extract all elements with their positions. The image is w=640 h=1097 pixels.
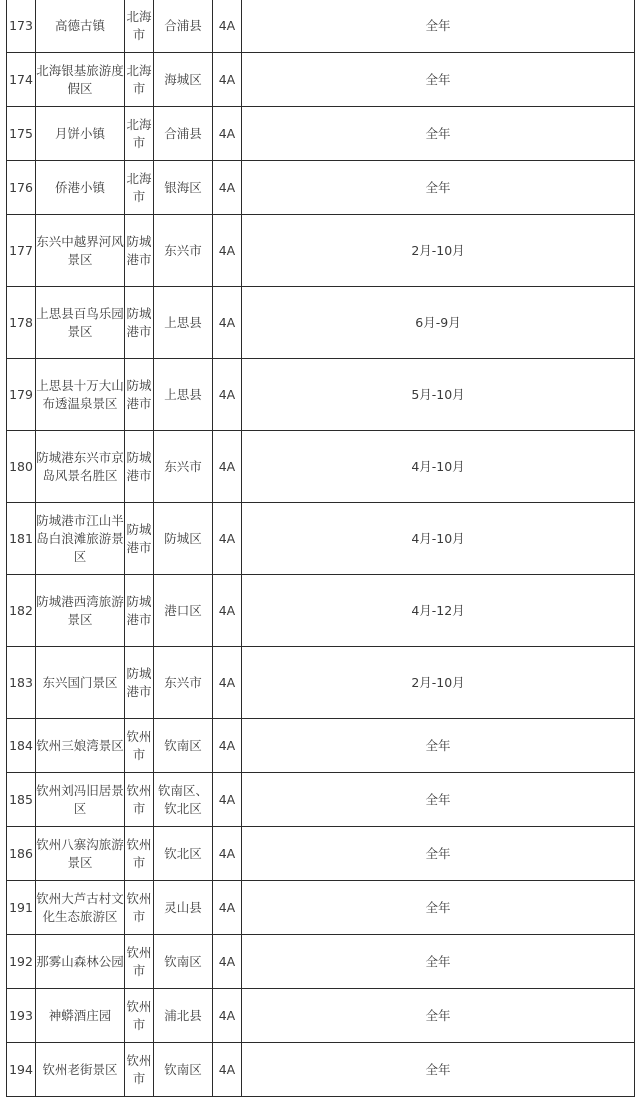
grade: 4A [213, 1043, 242, 1097]
table-row [7, 215, 635, 287]
open-season: 全年 [242, 161, 635, 215]
open-season: 全年 [242, 881, 635, 935]
scenic-name: 东兴中越界河风景区 [36, 215, 125, 287]
open-season: 全年 [242, 773, 635, 827]
scenic-name: 神蟒酒庄园 [36, 989, 125, 1043]
grade: 4A [213, 773, 242, 827]
county: 浦北县 [154, 989, 213, 1043]
open-season: 4月-12月 [242, 575, 635, 647]
open-season: 全年 [242, 935, 635, 989]
grade: 4A [213, 827, 242, 881]
grade: 4A [213, 161, 242, 215]
county: 上思县 [154, 359, 213, 431]
city: 防城港市 [125, 575, 154, 647]
table-row [7, 161, 635, 215]
city: 钦州市 [125, 719, 154, 773]
table-row [7, 1043, 635, 1097]
row-number: 191 [7, 881, 36, 935]
scenic-name: 防城港东兴市京岛风景名胜区 [36, 431, 125, 503]
county: 合浦县 [154, 0, 213, 53]
table-row [7, 0, 635, 53]
row-number: 179 [7, 359, 36, 431]
row-number: 193 [7, 989, 36, 1043]
table-row [7, 827, 635, 881]
city: 钦州市 [125, 989, 154, 1043]
grade: 4A [213, 881, 242, 935]
scenic-name: 那雾山森林公园 [36, 935, 125, 989]
table-row [7, 359, 635, 431]
table-row [7, 575, 635, 647]
table-row [7, 989, 635, 1043]
table-row [7, 53, 635, 107]
row-number: 194 [7, 1043, 36, 1097]
grade: 4A [213, 0, 242, 53]
county: 海城区 [154, 53, 213, 107]
open-season: 全年 [242, 53, 635, 107]
row-number: 181 [7, 503, 36, 575]
row-number: 173 [7, 0, 36, 53]
scenic-name: 钦州大芦古村文化生态旅游区 [36, 881, 125, 935]
scenic-name: 月饼小镇 [36, 107, 125, 161]
open-season: 全年 [242, 827, 635, 881]
city: 钦州市 [125, 827, 154, 881]
county: 东兴市 [154, 215, 213, 287]
county: 钦南区 [154, 935, 213, 989]
county: 防城区 [154, 503, 213, 575]
county: 银海区 [154, 161, 213, 215]
open-season: 全年 [242, 719, 635, 773]
row-number: 182 [7, 575, 36, 647]
table-row [7, 935, 635, 989]
scenic-name: 高德古镇 [36, 0, 125, 53]
county: 合浦县 [154, 107, 213, 161]
row-number: 185 [7, 773, 36, 827]
grade: 4A [213, 719, 242, 773]
county: 钦南区、钦北区 [154, 773, 213, 827]
row-number: 175 [7, 107, 36, 161]
table-row [7, 773, 635, 827]
row-number: 174 [7, 53, 36, 107]
city: 钦州市 [125, 1043, 154, 1097]
row-number: 183 [7, 647, 36, 719]
open-season: 5月-10月 [242, 359, 635, 431]
city: 防城港市 [125, 431, 154, 503]
open-season: 4月-10月 [242, 503, 635, 575]
scenic-name: 钦州八寨沟旅游景区 [36, 827, 125, 881]
open-season: 2月-10月 [242, 215, 635, 287]
row-number: 184 [7, 719, 36, 773]
table-row [7, 719, 635, 773]
table-row [7, 287, 635, 359]
row-number: 186 [7, 827, 36, 881]
city: 钦州市 [125, 773, 154, 827]
scenic-name: 侨港小镇 [36, 161, 125, 215]
county: 东兴市 [154, 431, 213, 503]
row-number: 178 [7, 287, 36, 359]
scenic-name: 上思县十万大山布透温泉景区 [36, 359, 125, 431]
grade: 4A [213, 575, 242, 647]
row-number: 180 [7, 431, 36, 503]
scenic-name: 防城港西湾旅游景区 [36, 575, 125, 647]
grade: 4A [213, 503, 242, 575]
county: 钦南区 [154, 1043, 213, 1097]
open-season: 6月-9月 [242, 287, 635, 359]
grade: 4A [213, 107, 242, 161]
grade: 4A [213, 359, 242, 431]
open-season: 2月-10月 [242, 647, 635, 719]
table-row [7, 107, 635, 161]
city: 防城港市 [125, 215, 154, 287]
city: 防城港市 [125, 647, 154, 719]
row-number: 192 [7, 935, 36, 989]
row-number: 177 [7, 215, 36, 287]
city: 防城港市 [125, 287, 154, 359]
grade: 4A [213, 647, 242, 719]
table-row [7, 881, 635, 935]
city: 北海市 [125, 53, 154, 107]
grade: 4A [213, 989, 242, 1043]
scenic-name: 钦州老街景区 [36, 1043, 125, 1097]
grade: 4A [213, 215, 242, 287]
scenic-name: 上思县百鸟乐园景区 [36, 287, 125, 359]
table-row [7, 431, 635, 503]
grade: 4A [213, 935, 242, 989]
grade: 4A [213, 53, 242, 107]
open-season: 全年 [242, 0, 635, 53]
scenic-name: 北海银基旅游度假区 [36, 53, 125, 107]
scenic-name: 防城港市江山半岛白浪滩旅游景区 [36, 503, 125, 575]
city: 北海市 [125, 161, 154, 215]
city: 钦州市 [125, 881, 154, 935]
scenic-spot-table [6, 0, 635, 1097]
scenic-name: 钦州刘冯旧居景区 [36, 773, 125, 827]
grade: 4A [213, 287, 242, 359]
city: 钦州市 [125, 935, 154, 989]
county: 上思县 [154, 287, 213, 359]
open-season: 全年 [242, 1043, 635, 1097]
city: 北海市 [125, 107, 154, 161]
open-season: 4月-10月 [242, 431, 635, 503]
county: 港口区 [154, 575, 213, 647]
city: 北海市 [125, 0, 154, 53]
city: 防城港市 [125, 503, 154, 575]
open-season: 全年 [242, 107, 635, 161]
grade: 4A [213, 431, 242, 503]
scenic-name: 东兴国门景区 [36, 647, 125, 719]
open-season: 全年 [242, 989, 635, 1043]
county: 钦南区 [154, 719, 213, 773]
county: 灵山县 [154, 881, 213, 935]
county: 钦北区 [154, 827, 213, 881]
table-row [7, 503, 635, 575]
county: 东兴市 [154, 647, 213, 719]
scenic-name: 钦州三娘湾景区 [36, 719, 125, 773]
city: 防城港市 [125, 359, 154, 431]
table-row [7, 647, 635, 719]
row-number: 176 [7, 161, 36, 215]
